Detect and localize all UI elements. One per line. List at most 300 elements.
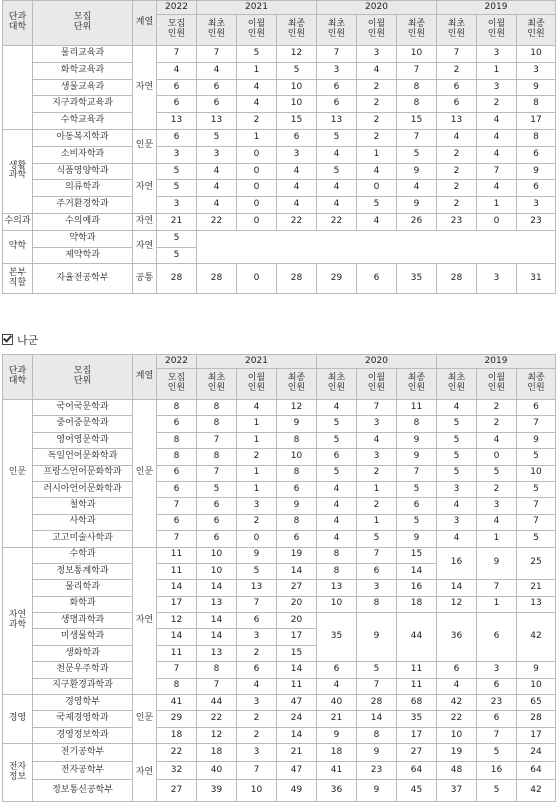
value-cell: 3 bbox=[237, 744, 277, 762]
value-cell: 3 bbox=[357, 580, 397, 596]
value-cell: 1 bbox=[357, 146, 397, 163]
value-cell: 48 bbox=[437, 762, 477, 780]
track-cell: 자연 bbox=[133, 213, 157, 230]
value-cell: 41 bbox=[157, 695, 197, 711]
value-cell: 6 bbox=[197, 514, 237, 530]
dept-cell: 생화학과 bbox=[33, 645, 133, 661]
table-row bbox=[3, 547, 556, 563]
value-cell: 6 bbox=[317, 662, 357, 678]
value-cell: 4 bbox=[237, 400, 277, 416]
value-cell: 12 bbox=[437, 596, 477, 612]
table-row bbox=[3, 711, 556, 727]
table-row bbox=[3, 113, 556, 130]
value-cell: 10 bbox=[437, 727, 477, 743]
value-cell: 4 bbox=[317, 400, 357, 416]
track-cell: 자연 bbox=[133, 547, 157, 695]
value-cell: 9 bbox=[237, 547, 277, 563]
dept-cell: 국어국문학과 bbox=[33, 400, 133, 416]
value-cell: 5 bbox=[237, 46, 277, 63]
header-final: 최종 인원 bbox=[397, 369, 437, 400]
value-cell: 3 bbox=[437, 514, 477, 530]
value-cell: 14 bbox=[157, 629, 197, 645]
value-cell: 9 bbox=[317, 727, 357, 743]
value-cell: 12 bbox=[197, 727, 237, 743]
value-cell: 10 bbox=[197, 563, 237, 579]
value-cell: 13 bbox=[437, 113, 477, 130]
value-cell: 2 bbox=[237, 645, 277, 661]
value-cell: 11 bbox=[157, 563, 197, 579]
value-cell: 5 bbox=[477, 744, 517, 762]
value-cell: 0 bbox=[237, 146, 277, 163]
value-cell: 4 bbox=[477, 432, 517, 448]
value-cell: 28 bbox=[197, 264, 237, 294]
value-cell: 1 bbox=[357, 481, 397, 497]
value-cell: 3 bbox=[517, 62, 556, 79]
value-cell: 6 bbox=[477, 711, 517, 727]
value-cell: 3 bbox=[477, 46, 517, 63]
value-cell: 9 bbox=[277, 416, 317, 432]
value-cell: 15 bbox=[277, 645, 317, 661]
value-cell: 17 bbox=[397, 727, 437, 743]
table-row bbox=[3, 146, 556, 163]
value-cell: 28 bbox=[517, 711, 556, 727]
value-cell: 6 bbox=[197, 79, 237, 96]
value-cell: 13 bbox=[197, 596, 237, 612]
value-cell: 12 bbox=[277, 46, 317, 63]
value-cell: 2 bbox=[237, 727, 277, 743]
value-cell: 7 bbox=[157, 498, 197, 514]
value-cell: 3 bbox=[477, 79, 517, 96]
value-cell: 4 bbox=[477, 113, 517, 130]
value-cell: 5 bbox=[357, 531, 397, 547]
dept-cell: 전기공학부 bbox=[33, 744, 133, 762]
table-body bbox=[3, 400, 556, 802]
table-row bbox=[3, 662, 556, 678]
header-year-2021: 2021 bbox=[197, 355, 317, 369]
table-row bbox=[3, 46, 556, 63]
table-row bbox=[3, 596, 556, 612]
dept-cell: 수의예과 bbox=[33, 213, 133, 230]
value-cell: 18 bbox=[397, 596, 437, 612]
table-row bbox=[3, 514, 556, 530]
table-row bbox=[3, 780, 556, 802]
section-title bbox=[2, 332, 555, 350]
value-cell: 6 bbox=[237, 613, 277, 629]
value-cell: 7 bbox=[157, 662, 197, 678]
value-cell: 5 bbox=[157, 180, 197, 197]
value-cell: 5 bbox=[317, 163, 357, 180]
value-cell: 36 bbox=[437, 613, 477, 662]
header-dept: 모집 단위 bbox=[33, 355, 133, 400]
value-cell: 4 bbox=[277, 180, 317, 197]
value-cell: 12 bbox=[157, 613, 197, 629]
table-header bbox=[3, 355, 556, 400]
dept-cell: 정보통계학과 bbox=[33, 563, 133, 579]
value-cell: 27 bbox=[397, 744, 437, 762]
value-cell: 4 bbox=[357, 163, 397, 180]
dept-cell: 사학과 bbox=[33, 514, 133, 530]
value-cell: 0 bbox=[477, 449, 517, 465]
value-cell: 68 bbox=[397, 695, 437, 711]
dept-cell: 의류학과 bbox=[33, 180, 133, 197]
table-row bbox=[3, 695, 556, 711]
value-cell: 1 bbox=[477, 197, 517, 214]
value-cell: 2 bbox=[477, 416, 517, 432]
value-cell: 22 bbox=[277, 213, 317, 230]
header-initial: 최초 인원 bbox=[197, 369, 237, 400]
track-cell: 자연 bbox=[133, 230, 157, 264]
value-cell: 8 bbox=[357, 596, 397, 612]
value-cell: 5 bbox=[237, 563, 277, 579]
value-cell: 10 bbox=[277, 79, 317, 96]
value-cell: 5 bbox=[437, 465, 477, 481]
value-cell: 8 bbox=[397, 416, 437, 432]
value-cell: 28 bbox=[277, 264, 317, 294]
value-cell: 6 bbox=[157, 79, 197, 96]
header-row bbox=[3, 1, 556, 15]
header-college: 단과 대학 bbox=[3, 1, 33, 46]
value-cell: 14 bbox=[197, 613, 237, 629]
value-cell: 44 bbox=[197, 695, 237, 711]
value-cell: 4 bbox=[437, 129, 477, 146]
value-cell: 1 bbox=[237, 416, 277, 432]
dept-cell: 식품영양학과 bbox=[33, 163, 133, 180]
value-cell: 4 bbox=[317, 498, 357, 514]
value-cell: 9 bbox=[357, 613, 397, 662]
value-cell: 19 bbox=[277, 547, 317, 563]
dept-cell: 러시아언어문화학과 bbox=[33, 481, 133, 497]
header-year-2022: 2022 bbox=[157, 355, 197, 369]
value-cell: 22 bbox=[157, 744, 197, 762]
value-cell: 7 bbox=[517, 416, 556, 432]
header-initial: 최초 인원 bbox=[437, 369, 477, 400]
value-cell: 11 bbox=[157, 645, 197, 661]
value-cell: 42 bbox=[437, 695, 477, 711]
value-cell: 8 bbox=[157, 432, 197, 448]
value-cell: 2 bbox=[437, 197, 477, 214]
value-cell: 8 bbox=[157, 400, 197, 416]
value-cell: 5 bbox=[277, 62, 317, 79]
value-cell: 13 bbox=[317, 113, 357, 130]
dept-cell: 주거환경학과 bbox=[33, 197, 133, 214]
value-cell: 7 bbox=[197, 46, 237, 63]
value-cell: 4 bbox=[357, 213, 397, 230]
value-cell: 31 bbox=[517, 264, 556, 294]
value-cell: 6 bbox=[277, 531, 317, 547]
value-cell: 3 bbox=[237, 498, 277, 514]
value-cell: 8 bbox=[397, 96, 437, 113]
value-cell: 3 bbox=[317, 62, 357, 79]
value-cell: 13 bbox=[237, 580, 277, 596]
header-year-2021: 2021 bbox=[197, 1, 317, 15]
value-cell: 5 bbox=[477, 465, 517, 481]
value-cell: 9 bbox=[277, 498, 317, 514]
value-cell: 0 bbox=[237, 163, 277, 180]
value-cell: 9 bbox=[397, 432, 437, 448]
value-cell: 7 bbox=[437, 46, 477, 63]
value-cell: 35 bbox=[397, 264, 437, 294]
value-cell: 1 bbox=[237, 129, 277, 146]
value-cell: 6 bbox=[477, 613, 517, 662]
value-cell: 6 bbox=[197, 96, 237, 113]
value-cell: 4 bbox=[237, 678, 277, 694]
value-cell: 3 bbox=[477, 662, 517, 678]
table-header bbox=[3, 1, 556, 46]
college-cell: 자연 과학 bbox=[3, 547, 33, 695]
value-cell: 5 bbox=[357, 662, 397, 678]
dept-cell: 물리학과 bbox=[33, 580, 133, 596]
value-cell: 4 bbox=[237, 79, 277, 96]
header-transfer: 이월 인원 bbox=[477, 369, 517, 400]
value-cell: 6 bbox=[517, 146, 556, 163]
dept-cell: 생명과학과 bbox=[33, 613, 133, 629]
value-cell: 35 bbox=[317, 613, 357, 662]
value-cell: 6 bbox=[317, 79, 357, 96]
college-cell: 생활 과학 bbox=[3, 129, 33, 213]
value-cell: 5 bbox=[397, 146, 437, 163]
value-cell: 39 bbox=[197, 780, 237, 802]
value-cell: 10 bbox=[517, 46, 556, 63]
header-dept: 모집 단위 bbox=[33, 1, 133, 46]
value-cell: 8 bbox=[317, 547, 357, 563]
value-cell: 11 bbox=[397, 400, 437, 416]
dept-cell: 경영학부 bbox=[33, 695, 133, 711]
value-cell: 5 bbox=[157, 247, 197, 264]
track-cell: 공통 bbox=[133, 264, 157, 294]
value-cell: 6 bbox=[197, 498, 237, 514]
value-cell: 9 bbox=[397, 531, 437, 547]
value-cell: 11 bbox=[277, 678, 317, 694]
value-cell: 6 bbox=[357, 563, 397, 579]
value-cell: 15 bbox=[277, 113, 317, 130]
value-cell: 8 bbox=[357, 727, 397, 743]
value-cell: 41 bbox=[317, 762, 357, 780]
value-cell: 0 bbox=[237, 531, 277, 547]
value-cell: 4 bbox=[437, 678, 477, 694]
value-cell: 9 bbox=[357, 780, 397, 802]
value-cell: 10 bbox=[317, 596, 357, 612]
table-ga-section bbox=[2, 0, 555, 294]
value-cell: 4 bbox=[477, 146, 517, 163]
value-cell: 4 bbox=[437, 498, 477, 514]
header-year-2019: 2019 bbox=[437, 1, 556, 15]
value-cell: 9 bbox=[477, 547, 517, 580]
header-college: 단과 대학 bbox=[3, 355, 33, 400]
value-cell: 10 bbox=[197, 547, 237, 563]
value-cell: 0 bbox=[237, 213, 277, 230]
value-cell: 5 bbox=[397, 481, 437, 497]
checkbox-icon bbox=[2, 334, 13, 345]
value-cell: 6 bbox=[357, 264, 397, 294]
header-year-2022: 2022 bbox=[157, 1, 197, 15]
value-cell: 7 bbox=[357, 547, 397, 563]
value-cell: 47 bbox=[277, 695, 317, 711]
value-cell: 40 bbox=[317, 695, 357, 711]
value-cell: 18 bbox=[197, 744, 237, 762]
dept-cell: 철학과 bbox=[33, 498, 133, 514]
table-row bbox=[3, 213, 556, 230]
value-cell: 2 bbox=[237, 711, 277, 727]
value-cell: 14 bbox=[197, 629, 237, 645]
value-cell: 8 bbox=[277, 514, 317, 530]
value-cell: 5 bbox=[317, 432, 357, 448]
value-cell: 7 bbox=[477, 580, 517, 596]
value-cell: 6 bbox=[237, 662, 277, 678]
value-cell: 7 bbox=[317, 46, 357, 63]
value-cell: 5 bbox=[317, 129, 357, 146]
dept-cell: 지구환경과학과 bbox=[33, 678, 133, 694]
dept-cell: 지구과학교육과 bbox=[33, 96, 133, 113]
value-cell: 45 bbox=[397, 780, 437, 802]
college-cell: 수의과 bbox=[3, 213, 33, 230]
value-cell: 14 bbox=[197, 580, 237, 596]
value-cell: 5 bbox=[157, 163, 197, 180]
value-cell: 1 bbox=[477, 62, 517, 79]
dept-cell: 소비자학과 bbox=[33, 146, 133, 163]
value-cell: 7 bbox=[397, 129, 437, 146]
header-transfer: 이월 인원 bbox=[357, 15, 397, 46]
value-cell: 0 bbox=[237, 264, 277, 294]
value-cell: 4 bbox=[197, 197, 237, 214]
value-cell: 2 bbox=[477, 400, 517, 416]
college-cell: 본부 직할 bbox=[3, 264, 33, 294]
value-cell: 4 bbox=[437, 400, 477, 416]
table-row bbox=[3, 465, 556, 481]
header-track: 계열 bbox=[133, 355, 157, 400]
value-cell: 7 bbox=[517, 498, 556, 514]
dept-cell: 고고미술사학과 bbox=[33, 531, 133, 547]
value-cell: 5 bbox=[517, 481, 556, 497]
table-row bbox=[3, 416, 556, 432]
value-cell: 26 bbox=[397, 213, 437, 230]
value-cell: 4 bbox=[317, 146, 357, 163]
value-cell: 4 bbox=[277, 197, 317, 214]
value-cell: 7 bbox=[477, 163, 517, 180]
value-cell: 9 bbox=[397, 449, 437, 465]
value-cell: 32 bbox=[157, 762, 197, 780]
value-cell: 9 bbox=[397, 197, 437, 214]
value-cell: 17 bbox=[277, 629, 317, 645]
track-cell: 자연 bbox=[133, 163, 157, 213]
value-cell: 2 bbox=[357, 96, 397, 113]
value-cell: 3 bbox=[277, 146, 317, 163]
table-row bbox=[3, 580, 556, 596]
value-cell: 17 bbox=[157, 596, 197, 612]
value-cell: 7 bbox=[197, 432, 237, 448]
header-initial: 최초 인원 bbox=[437, 15, 477, 46]
value-cell: 3 bbox=[237, 695, 277, 711]
value-cell: 44 bbox=[397, 613, 437, 662]
value-cell: 15 bbox=[397, 113, 437, 130]
value-cell: 16 bbox=[477, 762, 517, 780]
value-cell: 8 bbox=[157, 678, 197, 694]
value-cell: 18 bbox=[317, 744, 357, 762]
value-cell: 19 bbox=[437, 744, 477, 762]
value-cell: 6 bbox=[517, 180, 556, 197]
header-track: 계열 bbox=[133, 1, 157, 46]
value-cell: 23 bbox=[517, 213, 556, 230]
value-cell: 1 bbox=[237, 481, 277, 497]
value-cell: 10 bbox=[397, 46, 437, 63]
value-cell: 4 bbox=[317, 481, 357, 497]
table-na-section bbox=[2, 332, 555, 802]
value-cell: 16 bbox=[397, 580, 437, 596]
value-cell: 17 bbox=[517, 113, 556, 130]
value-cell: 4 bbox=[317, 197, 357, 214]
table-row bbox=[3, 481, 556, 497]
dept-cell: 독일언어문화학과 bbox=[33, 449, 133, 465]
value-cell: 5 bbox=[517, 531, 556, 547]
value-cell: 7 bbox=[397, 62, 437, 79]
value-cell: 37 bbox=[437, 780, 477, 802]
college-cell: 전자 정보 bbox=[3, 744, 33, 802]
value-cell: 5 bbox=[357, 197, 397, 214]
value-cell: 4 bbox=[157, 62, 197, 79]
value-cell: 4 bbox=[357, 62, 397, 79]
value-cell: 9 bbox=[517, 432, 556, 448]
value-cell: 5 bbox=[197, 129, 237, 146]
value-cell: 1 bbox=[237, 432, 277, 448]
value-cell: 5 bbox=[317, 416, 357, 432]
college-cell: 경영 bbox=[3, 695, 33, 744]
value-cell: 8 bbox=[277, 432, 317, 448]
value-cell: 6 bbox=[157, 416, 197, 432]
value-cell: 7 bbox=[197, 465, 237, 481]
value-cell: 13 bbox=[197, 113, 237, 130]
value-cell: 4 bbox=[197, 163, 237, 180]
value-cell: 29 bbox=[157, 711, 197, 727]
table-row bbox=[3, 744, 556, 762]
value-cell: 8 bbox=[197, 416, 237, 432]
header-initial: 최초 인원 bbox=[317, 15, 357, 46]
value-cell: 2 bbox=[477, 481, 517, 497]
value-cell: 36 bbox=[317, 780, 357, 802]
dept-cell: 정보통신공학부 bbox=[33, 780, 133, 802]
dept-cell: 미생물학과 bbox=[33, 629, 133, 645]
header-final: 최종 인원 bbox=[517, 15, 556, 46]
value-cell: 7 bbox=[357, 678, 397, 694]
value-cell: 3 bbox=[437, 481, 477, 497]
track-cell: 자연 bbox=[133, 46, 157, 130]
value-cell: 2 bbox=[357, 129, 397, 146]
dept-cell: 영어영문학과 bbox=[33, 432, 133, 448]
value-cell: 9 bbox=[517, 163, 556, 180]
value-cell: 3 bbox=[157, 197, 197, 214]
value-cell: 14 bbox=[357, 711, 397, 727]
value-cell: 3 bbox=[357, 46, 397, 63]
dept-cell: 전자공학부 bbox=[33, 762, 133, 780]
value-cell: 5 bbox=[197, 481, 237, 497]
college-cell: 인문 bbox=[3, 400, 33, 548]
value-cell: 23 bbox=[437, 213, 477, 230]
value-cell: 14 bbox=[437, 580, 477, 596]
value-cell: 40 bbox=[197, 762, 237, 780]
table-row bbox=[3, 129, 556, 146]
track-cell: 인문 bbox=[133, 695, 157, 744]
value-cell: 14 bbox=[277, 727, 317, 743]
value-cell: 1 bbox=[237, 62, 277, 79]
value-cell: 4 bbox=[317, 180, 357, 197]
table-row bbox=[3, 62, 556, 79]
header-year-2020: 2020 bbox=[317, 1, 437, 15]
header-final: 최종 인원 bbox=[517, 369, 556, 400]
dept-cell: 생물교육과 bbox=[33, 79, 133, 96]
value-cell: 6 bbox=[437, 79, 477, 96]
admission-table-na bbox=[2, 354, 556, 802]
value-cell: 65 bbox=[517, 695, 556, 711]
dept-cell: 수학교육과 bbox=[33, 113, 133, 130]
value-cell: 4 bbox=[197, 180, 237, 197]
